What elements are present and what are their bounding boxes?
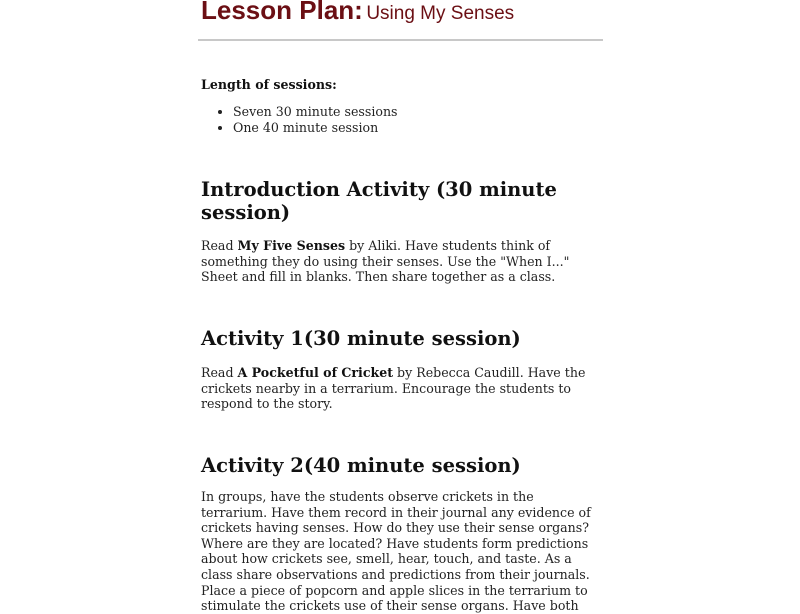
length-label: Length of sessions: (201, 77, 337, 92)
book-title: My Five Senses (237, 238, 346, 253)
activity2-paragraph: In groups, have the students observe crickets in the terrarium. Have them record in their journal any evidence of crickets having senses. How do they use their sense organs? Where are they are located? Have students form predictions about how crickets see, smell, hear, touch, and taste. As a class share observations and predictions from their journals. Place a piece of popcorn and apple slices in the terrarium to stimulate the crickets use of their sense organs. Have both (201, 489, 591, 614)
intro-heading: Introduction Activity (30 minute session) (201, 178, 557, 224)
activity1-heading: Activity 1(30 minute session) (201, 327, 521, 350)
list-item: • Seven 30 minute sessions (233, 104, 398, 120)
title-subtitle: Using My Senses (366, 3, 515, 24)
title-main: Lesson Plan: (201, 0, 363, 25)
divider (198, 39, 603, 41)
page-title (201, 0, 515, 25)
activity1-paragraph: Read A Pocketful of Cricket by Rebecca Caudill. Have the crickets nearby in a terrarium. Encourage the students to respond to the story. (201, 365, 586, 412)
activity2-heading: Activity 2(40 minute session) (201, 454, 521, 477)
intro-paragraph: Read My Five Senses by Aliki. Have students think of something they do using their senses. Use the "When I..." Sheet and fill in blanks. Then share together as a class. (201, 238, 570, 285)
book-title: A Pocketful of Cricket (237, 365, 394, 380)
session-list (201, 104, 398, 135)
list-item: • One 40 minute session (233, 120, 398, 136)
